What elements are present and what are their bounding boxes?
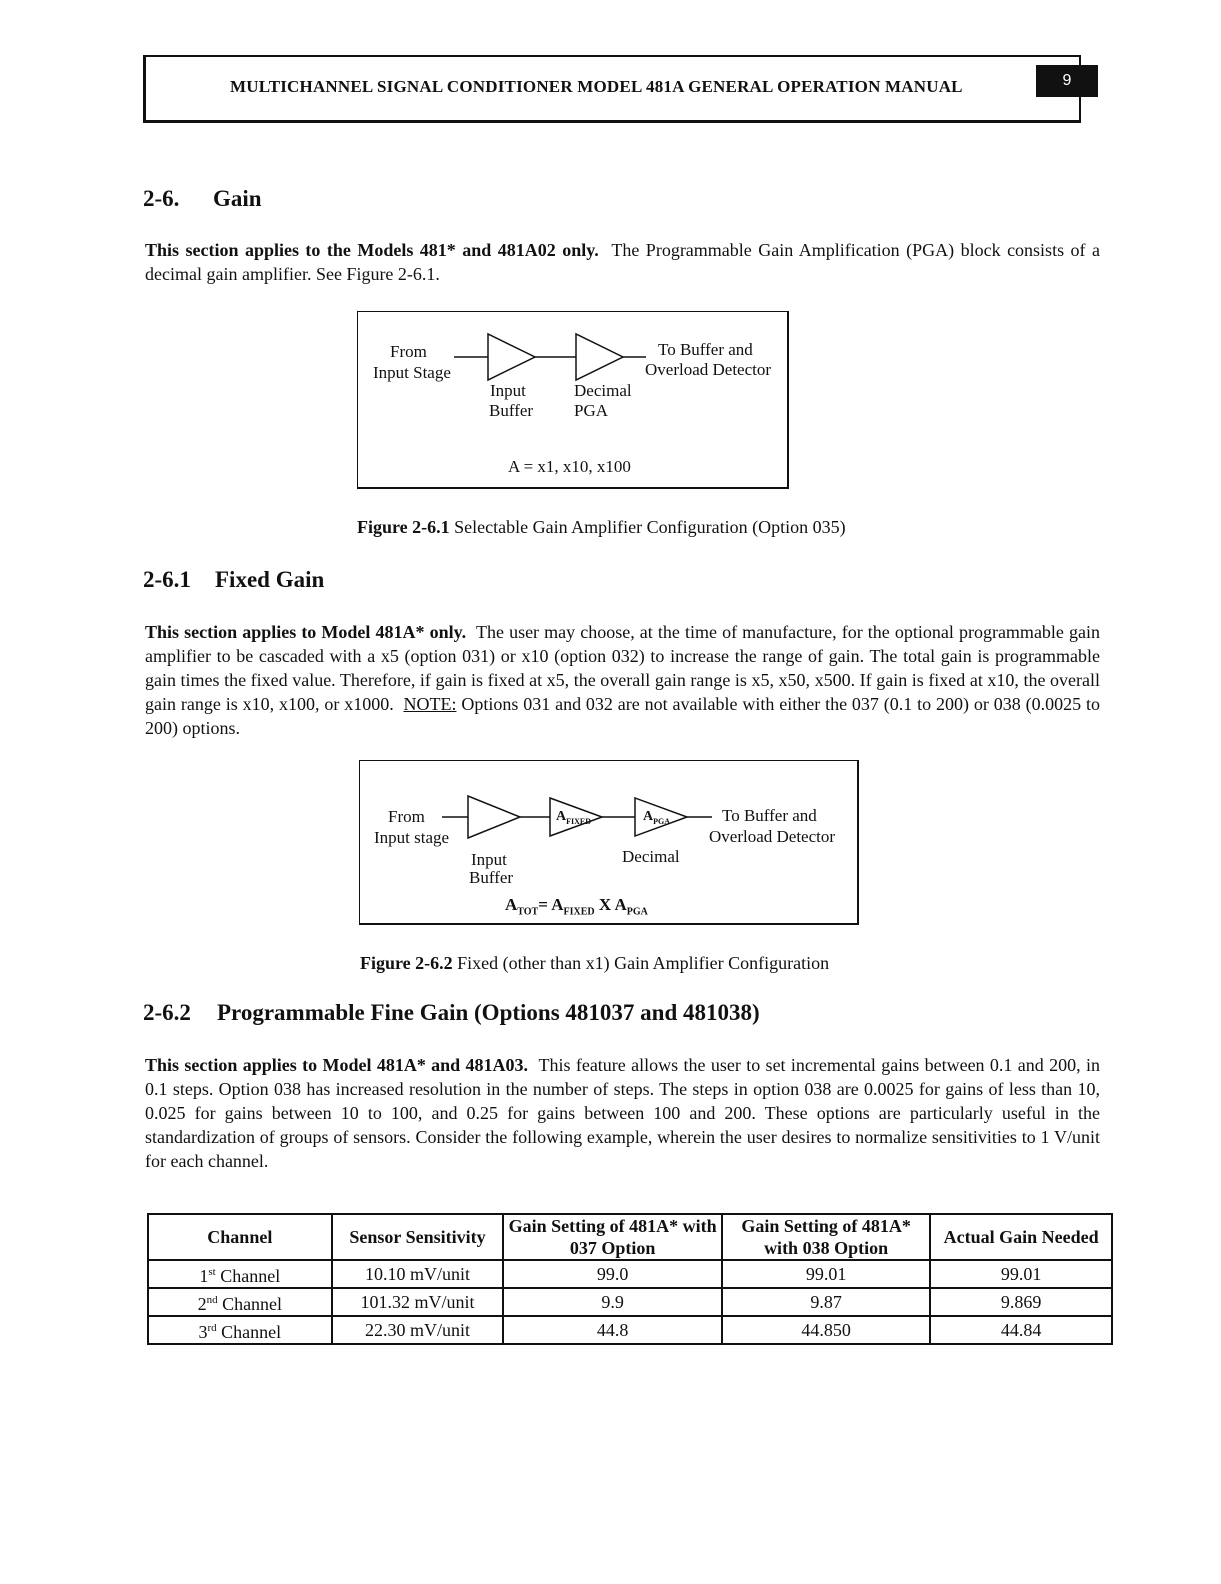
actual-gain-cell: 9.869 [930, 1288, 1112, 1316]
manual-title: MULTICHANNEL SIGNAL CONDITIONER MODEL 481A GENERAL OPERATION MANUAL [230, 77, 963, 96]
paragraph-text: The user may choose, at the time of manufacture, for the optional programmable gain amplifier to be cascaded with a x5 (option 031) or x10 (option 032) to increase the range of gain. The total gain is programmable gain times the fixed value. Therefore, if gain is fixed at x5, the overall gain range is x5, x50, x500. If gain is fixed at x10, the overall gain range is x10, x100, or x1000. [145, 622, 1101, 714]
from-label: From [390, 342, 427, 361]
channel-cell: 3rd Channel [148, 1316, 332, 1344]
paragraph-text: This feature allows the user to set incremental gains between 0.1 and 200, in 0.1 steps. Option 038 has increased resolution in the number of steps. The steps in option 038 are 0.0025 for gains of less than 10, 0.025 for gains between 10 to 100, and 0.25 for gains between 100 and 200. These options are particularly useful in the standardization of groups of sensors. Consider the following example, wherein the user desires to normalize sensitivities to 1 V/unit for each channel. [145, 1055, 1100, 1171]
input-label: Input [471, 850, 507, 869]
sensitivity-cell: 22.30 mV/unit [332, 1316, 504, 1344]
actual-gain-cell: 44.84 [930, 1316, 1112, 1344]
buffer-label: Buffer [469, 868, 514, 887]
gain-example-table [147, 1213, 1113, 1345]
figure-caption-2-6-1 [357, 517, 846, 538]
paragraph-text: The Programmable Gain Amplification (PGA) block consists of a decimal gain amplifier. See Figure 2-6.1. [145, 240, 1100, 284]
input-buffer-amp [468, 796, 520, 838]
buffer-label: Buffer [489, 401, 534, 420]
col-header: Channel [148, 1214, 332, 1260]
input-stage-label: Input stage [374, 828, 450, 847]
paragraph-2-6-1 [145, 620, 1100, 740]
gain-038-cell: 9.87 [722, 1288, 931, 1316]
table-row [148, 1260, 1112, 1288]
section-number: 2-6.1 [143, 567, 191, 592]
col-header: Gain Setting of 481A* with 037 Option [503, 1214, 721, 1260]
paragraph-2-6-2 [145, 1053, 1100, 1173]
to-buffer-label: To Buffer and [722, 806, 817, 825]
to-buffer-label: To Buffer and [658, 340, 753, 359]
decimal-label: Decimal [574, 381, 632, 400]
decimal-label: Decimal [622, 847, 680, 866]
col-header: Gain Setting of 481A* with 038 Option [722, 1214, 931, 1260]
gain-formula: A = x1, x10, x100 [508, 457, 631, 476]
note-label: NOTE: [403, 694, 457, 714]
paragraph-2-6 [145, 238, 1100, 286]
section-title: Programmable Fine Gain (Options 481037 and 481038) [217, 1000, 760, 1025]
figure-number: Figure 2-6.1 [357, 517, 450, 537]
section-heading-2-6 [143, 186, 262, 212]
caption-text: Selectable Gain Amplifier Configuration (Option 035) [449, 517, 846, 537]
input-label: Input [490, 381, 526, 400]
figure-2-6-1 [357, 311, 789, 489]
input-stage-label: Input Stage [373, 363, 451, 382]
actual-gain-cell: 99.01 [930, 1260, 1112, 1288]
applies-note: This section applies to Model 481A* and 481A03. [145, 1055, 529, 1075]
note-text: Options 031 and 032 are not available with either the 037 (0.1 to 200) or 038 (0.0025 to 200) options. [145, 694, 1101, 738]
pga-label: PGA [574, 401, 609, 420]
sensitivity-cell: 10.10 mV/unit [332, 1260, 504, 1288]
figure-number: Figure 2-6.2 [360, 953, 453, 973]
table-row [148, 1288, 1112, 1316]
table-header-row [148, 1214, 1112, 1260]
col-header: Sensor Sensitivity [332, 1214, 504, 1260]
decimal-pga-amp [576, 334, 623, 380]
table-row [148, 1316, 1112, 1344]
section-number: 2-6. [143, 186, 180, 211]
gain-037-cell: 44.8 [503, 1316, 721, 1344]
page-number-badge: 9 [1036, 65, 1098, 97]
channel-cell: 2nd Channel [148, 1288, 332, 1316]
figure-caption-2-6-2 [360, 953, 829, 974]
gain-038-cell: 44.850 [722, 1316, 931, 1344]
applies-note: This section applies to Model 481A* only. [145, 622, 467, 642]
figure-2-6-2 [359, 760, 859, 925]
section-number: 2-6.2 [143, 1000, 191, 1025]
col-header: Actual Gain Needed [930, 1214, 1112, 1260]
total-gain-formula: $A_{TOT}= A_{FIXED}$ X $A_{PGA}$ [505, 895, 648, 918]
section-title: Fixed Gain [215, 567, 325, 592]
a-fixed-label: $A_{FIXED}$ [556, 809, 592, 826]
section-heading-2-6-1 [143, 567, 324, 593]
overload-detector-label: Overload Detector [709, 827, 836, 846]
section-heading-2-6-2 [143, 1000, 760, 1026]
sensitivity-cell: 101.32 mV/unit [332, 1288, 504, 1316]
from-label: From [388, 807, 425, 826]
gain-037-cell: 9.9 [503, 1288, 721, 1316]
input-buffer-amp [488, 334, 535, 380]
gain-038-cell: 99.01 [722, 1260, 931, 1288]
overload-detector-label: Overload Detector [645, 360, 772, 379]
a-pga-label: $A_{PGA}$ [643, 809, 671, 826]
section-title: Gain [213, 186, 262, 211]
gain-037-cell: 99.0 [503, 1260, 721, 1288]
caption-text: Fixed (other than x1) Gain Amplifier Configuration [452, 953, 830, 973]
applies-note: This section applies to the Models 481* and 481A02 only. [145, 240, 599, 260]
channel-cell: 1st Channel [148, 1260, 332, 1288]
